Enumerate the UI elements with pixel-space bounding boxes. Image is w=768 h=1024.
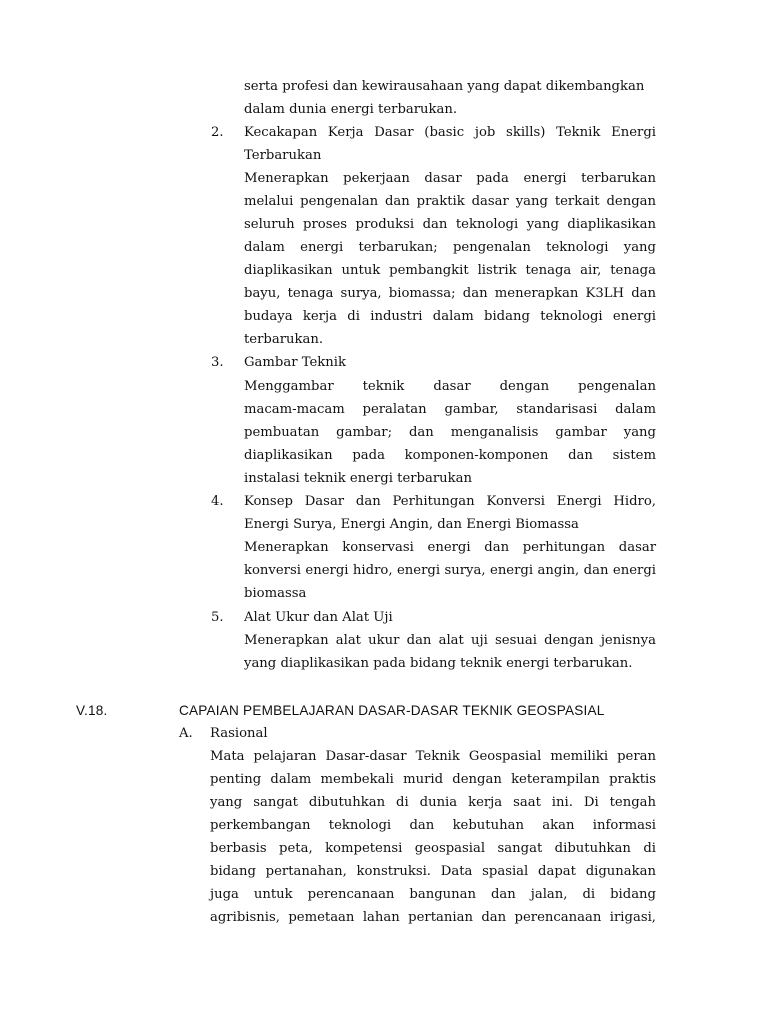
item-body-line: melalui pengenalan dan praktik dasar yang terkait dengan xyxy=(244,194,656,209)
item-title-line: Kecakapan Kerja Dasar (basic job skills) Teknik Energi xyxy=(244,125,656,140)
section-body-line: agribisnis, pemetaan lahan pertanian dan perencanaan irigasi, xyxy=(210,910,656,925)
item-number: 2. xyxy=(211,125,224,140)
intro-line-2: dalam dunia energi terbarukan. xyxy=(244,102,458,117)
item-title-line: Konsep Dasar dan Perhitungan Konversi Energi Hidro, xyxy=(244,494,656,509)
intro-line-1: serta profesi dan kewirausahaan yang dapat dikembangkan xyxy=(244,79,645,94)
item-body-line: instalasi teknik energi terbarukan xyxy=(244,471,472,486)
section-title: CAPAIAN PEMBELAJARAN DASAR-DASAR TEKNIK GEOSPASIAL xyxy=(179,703,605,718)
item-body-line: Menggambar teknik dasar dengan pengenalan xyxy=(244,379,656,394)
item-body-line: Menerapkan konservasi energi dan perhitungan dasar xyxy=(244,540,656,555)
section-body-line: bidang pertanahan, konstruksi. Data spasial dapat digunakan xyxy=(210,864,656,879)
item-body-line: diaplikasikan untuk pembangkit listrik tenaga air, tenaga xyxy=(244,263,656,278)
item-body-line: diaplikasikan pada komponen-komponen dan sistem xyxy=(244,448,656,463)
item-body-line: Menerapkan alat ukur dan alat uji sesuai dengan jenisnya xyxy=(244,633,656,648)
item-body-line: dalam energi terbarukan; pengenalan teknologi yang xyxy=(244,240,656,255)
item-title-line: Energi Surya, Energi Angin, dan Energi Biomassa xyxy=(244,517,579,532)
subsection-letter: A. xyxy=(179,726,193,741)
section-body-line: berbasis peta, kompetensi geospasial sangat dibutuhkan di xyxy=(210,841,656,856)
section-body-line: Mata pelajaran Dasar-dasar Teknik Geospasial memiliki peran xyxy=(210,749,656,764)
section-body-line: juga untuk perencanaan bangunan dan jalan, di bidang xyxy=(210,887,656,902)
section-body-line: penting dalam membekali murid dengan keterampilan praktis xyxy=(210,772,656,787)
item-title-line: Terbarukan xyxy=(244,148,322,163)
item-body-line: macam-macam peralatan gambar, standarisasi dalam xyxy=(244,402,656,417)
item-body-line: pembuatan gambar; dan menganalisis gambar yang xyxy=(244,425,656,440)
item-body-line: terbarukan. xyxy=(244,332,324,347)
item-number: 4. xyxy=(211,494,224,509)
subsection-title: Rasional xyxy=(210,726,268,741)
item-body-line: bayu, tenaga surya, biomassa; dan menerapkan K3LH dan xyxy=(244,286,656,301)
item-number: 3. xyxy=(211,355,224,370)
item-body-line: Menerapkan pekerjaan dasar pada energi terbarukan xyxy=(244,171,656,186)
item-body-line: biomassa xyxy=(244,586,307,601)
item-title-line: Gambar Teknik xyxy=(244,355,346,370)
item-body-line: budaya kerja di industri dalam bidang teknologi energi xyxy=(244,309,656,324)
section-body-line: perkembangan teknologi dan kebutuhan akan informasi xyxy=(210,818,656,833)
item-title-line: Alat Ukur dan Alat Uji xyxy=(244,610,393,625)
section-number: V.18. xyxy=(76,703,108,718)
item-number: 5. xyxy=(211,610,224,625)
section-body-line: yang sangat dibutuhkan di dunia kerja saat ini. Di tengah xyxy=(210,795,656,810)
item-body-line: yang diaplikasikan pada bidang teknik energi terbarukan. xyxy=(244,656,633,671)
item-body-line: konversi energi hidro, energi surya, energi angin, dan energi xyxy=(244,563,656,578)
item-body-line: seluruh proses produksi dan teknologi yang diaplikasikan xyxy=(244,217,656,232)
